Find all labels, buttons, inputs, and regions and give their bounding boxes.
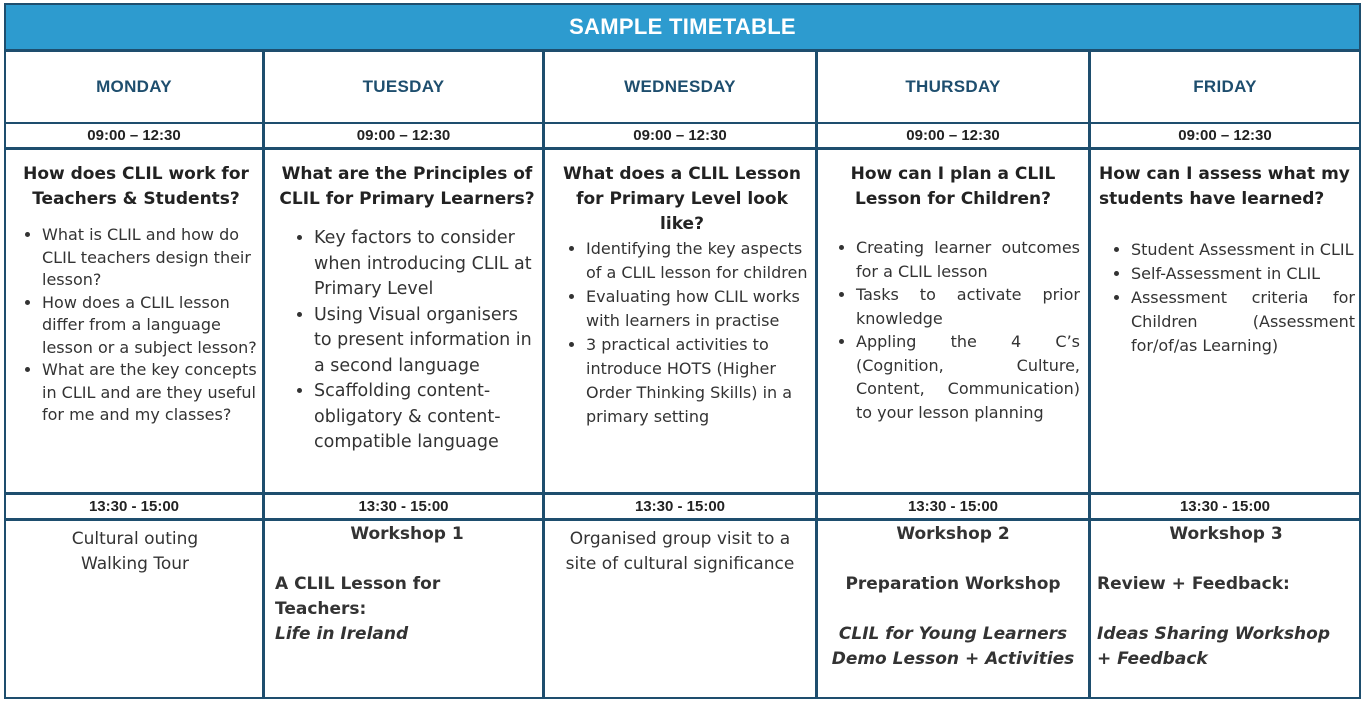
workshop-subtitle: Review + Feedback: xyxy=(1097,574,1290,594)
session-question: How can I assess what my students have learned? xyxy=(1099,164,1350,209)
session-monday-afternoon xyxy=(10,527,260,577)
timetable-title: SAMPLE TIMETABLE xyxy=(6,5,1359,49)
session-friday-afternoon xyxy=(1097,522,1355,672)
time-slot-morning: 09:00 – 12:30 xyxy=(906,127,1000,144)
workshop-theme: Demo Lesson + Activities xyxy=(831,649,1075,669)
session-wednesday-afternoon: Organised group visit to a site of cultural significance xyxy=(565,529,795,574)
session-question: What does a CLIL Lesson for Primary Level look like? xyxy=(563,164,801,234)
workshop-theme: Ideas Sharing Workshop + Feedback xyxy=(1097,624,1331,669)
workshop-theme: Life in Ireland xyxy=(275,624,409,644)
list-item: • Using Visual organisers to present information in a second language xyxy=(314,303,538,380)
day-header-thursday: THURSDAY xyxy=(905,77,1001,96)
list-item: • What are the key concepts in CLIL and are they useful for me and my classes? xyxy=(42,359,258,427)
time-slot-morning: 09:00 – 12:30 xyxy=(633,127,727,144)
time-slot-morning: 09:00 – 12:30 xyxy=(356,127,451,144)
workshop-title: Workshop 2 xyxy=(896,524,1010,544)
session-wednesday-morning xyxy=(554,162,810,492)
list-item: • Scaffolding content-obligatory & content-compatible language xyxy=(314,379,538,456)
session-text: Cultural outing xyxy=(71,529,199,549)
list-item: • Tasks to activate prior knowledge xyxy=(856,283,1080,330)
time-slot-morning: 09:00 – 12:30 xyxy=(1178,127,1272,144)
session-tuesday-afternoon xyxy=(275,522,539,647)
time-slot-afternoon: 13:30 - 15:00 xyxy=(1179,498,1271,515)
list-item: • How does a CLIL lesson differ from a language lesson or a subject lesson? xyxy=(42,292,258,360)
workshop-title: Workshop 1 xyxy=(350,524,464,544)
session-friday-morning xyxy=(1099,162,1355,492)
workshop-theme: CLIL for Young Learners xyxy=(838,624,1068,644)
list-item: • Identifying the key aspects of a CLIL lesson for children xyxy=(586,237,810,285)
day-header-monday: MONDAY xyxy=(96,77,172,96)
time-slot-afternoon: 13:30 - 15:00 xyxy=(907,498,999,515)
divider xyxy=(6,518,1359,521)
session-text: Walking Tour xyxy=(80,554,190,574)
list-item: • Self-Assessment in CLIL xyxy=(1131,262,1355,286)
list-item: • 3 practical activities to introduce HOTS (Higher Order Thinking Skills) in a primary setting xyxy=(586,333,810,429)
session-question: What are the Principles of CLIL for Primary Learners? xyxy=(279,164,535,209)
list-item: • What is CLIL and how do CLIL teachers design their lesson? xyxy=(42,224,258,292)
divider xyxy=(6,147,1359,150)
day-header-friday: FRIDAY xyxy=(1193,77,1257,96)
list-item: • Evaluating how CLIL works with learners in practise xyxy=(586,285,810,333)
time-slot-afternoon: 13:30 - 15:00 xyxy=(88,498,180,515)
session-question: How can I plan a CLIL Lesson for Children? xyxy=(850,164,1056,209)
session-thursday-afternoon xyxy=(820,522,1086,672)
workshop-subtitle: Preparation Workshop xyxy=(845,574,1061,594)
day-header-wednesday: WEDNESDAY xyxy=(624,77,736,96)
session-question: How does CLIL work for Teachers & Students? xyxy=(23,164,249,209)
session-monday-morning xyxy=(14,162,258,492)
session-thursday-morning xyxy=(826,162,1080,492)
workshop-title: Workshop 3 xyxy=(1169,524,1283,544)
session-tuesday-morning xyxy=(276,162,538,492)
time-slot-morning: 09:00 – 12:30 xyxy=(87,127,181,144)
list-item: • Appling the 4 C’s (Cognition, Culture, Content, Communication) to your lesson planning xyxy=(856,330,1080,424)
workshop-subtitle: A CLIL Lesson for Teachers: xyxy=(275,574,441,619)
time-slot-afternoon: 13:30 - 15:00 xyxy=(358,498,449,515)
list-item: • Assessment criteria for Children (Assessment for/of/as Learning) xyxy=(1131,286,1355,358)
day-header-tuesday: TUESDAY xyxy=(362,77,445,96)
list-item: • Creating learner outcomes for a CLIL lesson xyxy=(856,236,1080,283)
list-item: • Key factors to consider when introducing CLIL at Primary Level xyxy=(314,226,538,303)
list-item: • Student Assessment in CLIL xyxy=(1131,238,1355,262)
time-slot-afternoon: 13:30 - 15:00 xyxy=(634,498,726,515)
